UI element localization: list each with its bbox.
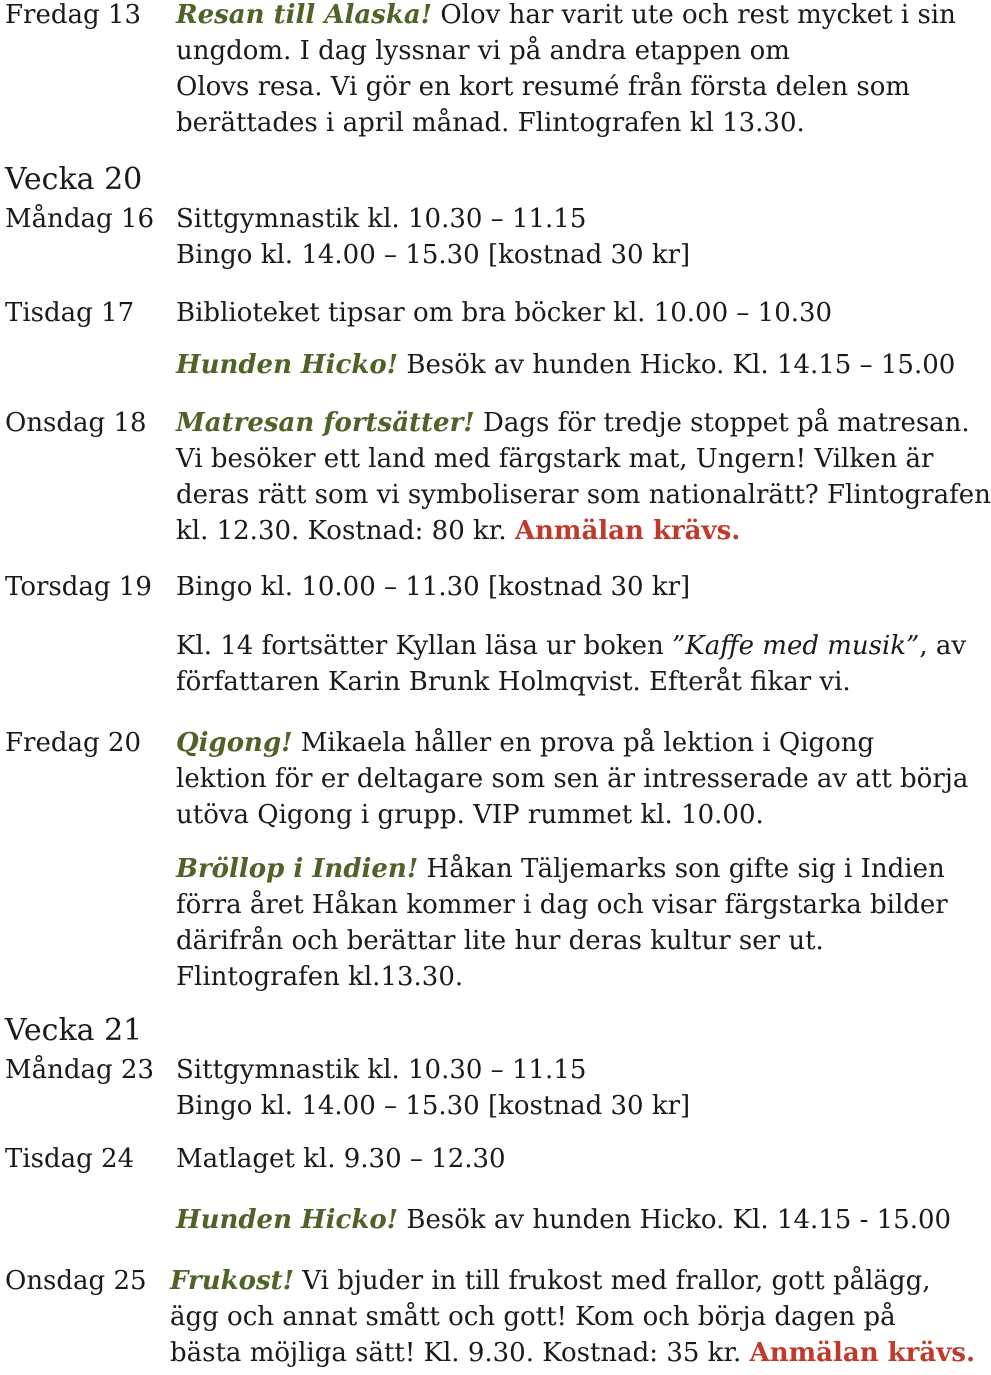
event-text: Sittgymnastik kl. 10.30 – 11.15 bbox=[176, 1055, 587, 1085]
event-title: Hunden Hicko! bbox=[176, 350, 399, 380]
event-text bbox=[170, 1263, 930, 1299]
event-text: lektion för er deltagare som sen är intresserade av att börja bbox=[176, 764, 969, 794]
event-text: Bingo kl. 14.00 – 15.30 [kostnad 30 kr] bbox=[176, 1091, 691, 1121]
event-text bbox=[176, 851, 945, 887]
event-text bbox=[170, 1335, 975, 1371]
week-heading: Vecka 20 bbox=[5, 162, 143, 197]
event-title: Bröllop i Indien! bbox=[176, 854, 419, 884]
event-title: Frukost! bbox=[170, 1266, 295, 1296]
event-text: ägg och annat smått och gott! Kom och börja dagen på bbox=[170, 1302, 896, 1332]
event-description: , av bbox=[919, 631, 967, 661]
day-label: Tisdag 24 bbox=[5, 1144, 135, 1174]
event-text: Olovs resa. Vi gör en kort resumé från första delen som bbox=[176, 72, 911, 102]
event-title: Matresan fortsätter! bbox=[176, 408, 475, 438]
event-description: Dags för tredje stoppet på matresan. bbox=[474, 408, 970, 438]
event-text: författaren Karin Brunk Holmqvist. Efteråt fikar vi. bbox=[176, 667, 851, 697]
registration-required: Anmälan krävs. bbox=[749, 1338, 976, 1368]
day-label: Onsdag 25 bbox=[5, 1266, 147, 1296]
event-text: Sittgymnastik kl. 10.30 – 11.15 bbox=[176, 204, 587, 234]
day-label: Fredag 13 bbox=[5, 0, 141, 30]
event-description: bästa möjliga sätt! Kl. 9.30. Kostnad: 35 kr. bbox=[170, 1338, 750, 1368]
event-text bbox=[176, 0, 956, 33]
event-text bbox=[176, 1202, 951, 1238]
event-text: förra året Håkan kommer i dag och visar färgstarka bilder bbox=[176, 890, 948, 920]
event-title: Resan till Alaska! bbox=[176, 0, 433, 30]
event-description: Kl. 14 fortsätter Kyllan läsa ur boken bbox=[176, 631, 672, 661]
event-text: Biblioteket tipsar om bra böcker kl. 10.00 – 10.30 bbox=[176, 298, 833, 328]
registration-required: Anmälan krävs. bbox=[514, 516, 741, 546]
week-heading: Vecka 21 bbox=[5, 1013, 143, 1048]
event-text: Matlaget kl. 9.30 – 12.30 bbox=[176, 1144, 506, 1174]
book-title: ”Kaffe med musik” bbox=[672, 631, 920, 661]
day-label: Måndag 16 bbox=[5, 204, 155, 234]
event-description: Olov har varit ute och rest mycket i sin bbox=[432, 0, 956, 30]
event-description: Besök av hunden Hicko. Kl. 14.15 – 15.00 bbox=[398, 350, 956, 380]
event-text: deras rätt som vi symboliserar som nationalrätt? Flintografen bbox=[176, 480, 991, 510]
day-label: Onsdag 18 bbox=[5, 408, 147, 438]
event-text: ungdom. I dag lyssnar vi på andra etappen om bbox=[176, 36, 790, 66]
event-text: Flintografen kl.13.30. bbox=[176, 962, 464, 992]
event-text: Bingo kl. 14.00 – 15.30 [kostnad 30 kr] bbox=[176, 240, 691, 270]
event-description: Besök av hunden Hicko. Kl. 14.15 - 15.00 bbox=[398, 1205, 952, 1235]
event-text bbox=[176, 628, 966, 664]
event-text bbox=[176, 725, 874, 761]
event-title: Qigong! bbox=[176, 728, 293, 758]
event-description: Mikaela håller en prova på lektion i Qigong bbox=[292, 728, 875, 758]
event-text bbox=[176, 513, 740, 549]
event-description: Håkan Täljemarks son gifte sig i Indien bbox=[418, 854, 945, 884]
event-text: berättades i april månad. Flintografen kl 13.30. bbox=[176, 108, 805, 138]
day-label: Torsdag 19 bbox=[5, 572, 152, 602]
event-text: Bingo kl. 10.00 – 11.30 [kostnad 30 kr] bbox=[176, 572, 691, 602]
event-description: Vi bjuder in till frukost med frallor, gott pålägg, bbox=[294, 1266, 931, 1296]
event-description: kl. 12.30. Kostnad: 80 kr. bbox=[176, 516, 515, 546]
event-text: Vi besöker ett land med färgstark mat, Ungern! Vilken är bbox=[176, 444, 934, 474]
event-text bbox=[176, 405, 970, 441]
event-text: därifrån och berättar lite hur deras kultur ser ut. bbox=[176, 926, 824, 956]
day-label: Fredag 20 bbox=[5, 728, 141, 758]
day-label: Tisdag 17 bbox=[5, 298, 135, 328]
event-title: Hunden Hicko! bbox=[176, 1205, 399, 1235]
day-label: Måndag 23 bbox=[5, 1055, 155, 1085]
event-text bbox=[176, 347, 955, 383]
event-text: utöva Qigong i grupp. VIP rummet kl. 10.00. bbox=[176, 800, 764, 830]
